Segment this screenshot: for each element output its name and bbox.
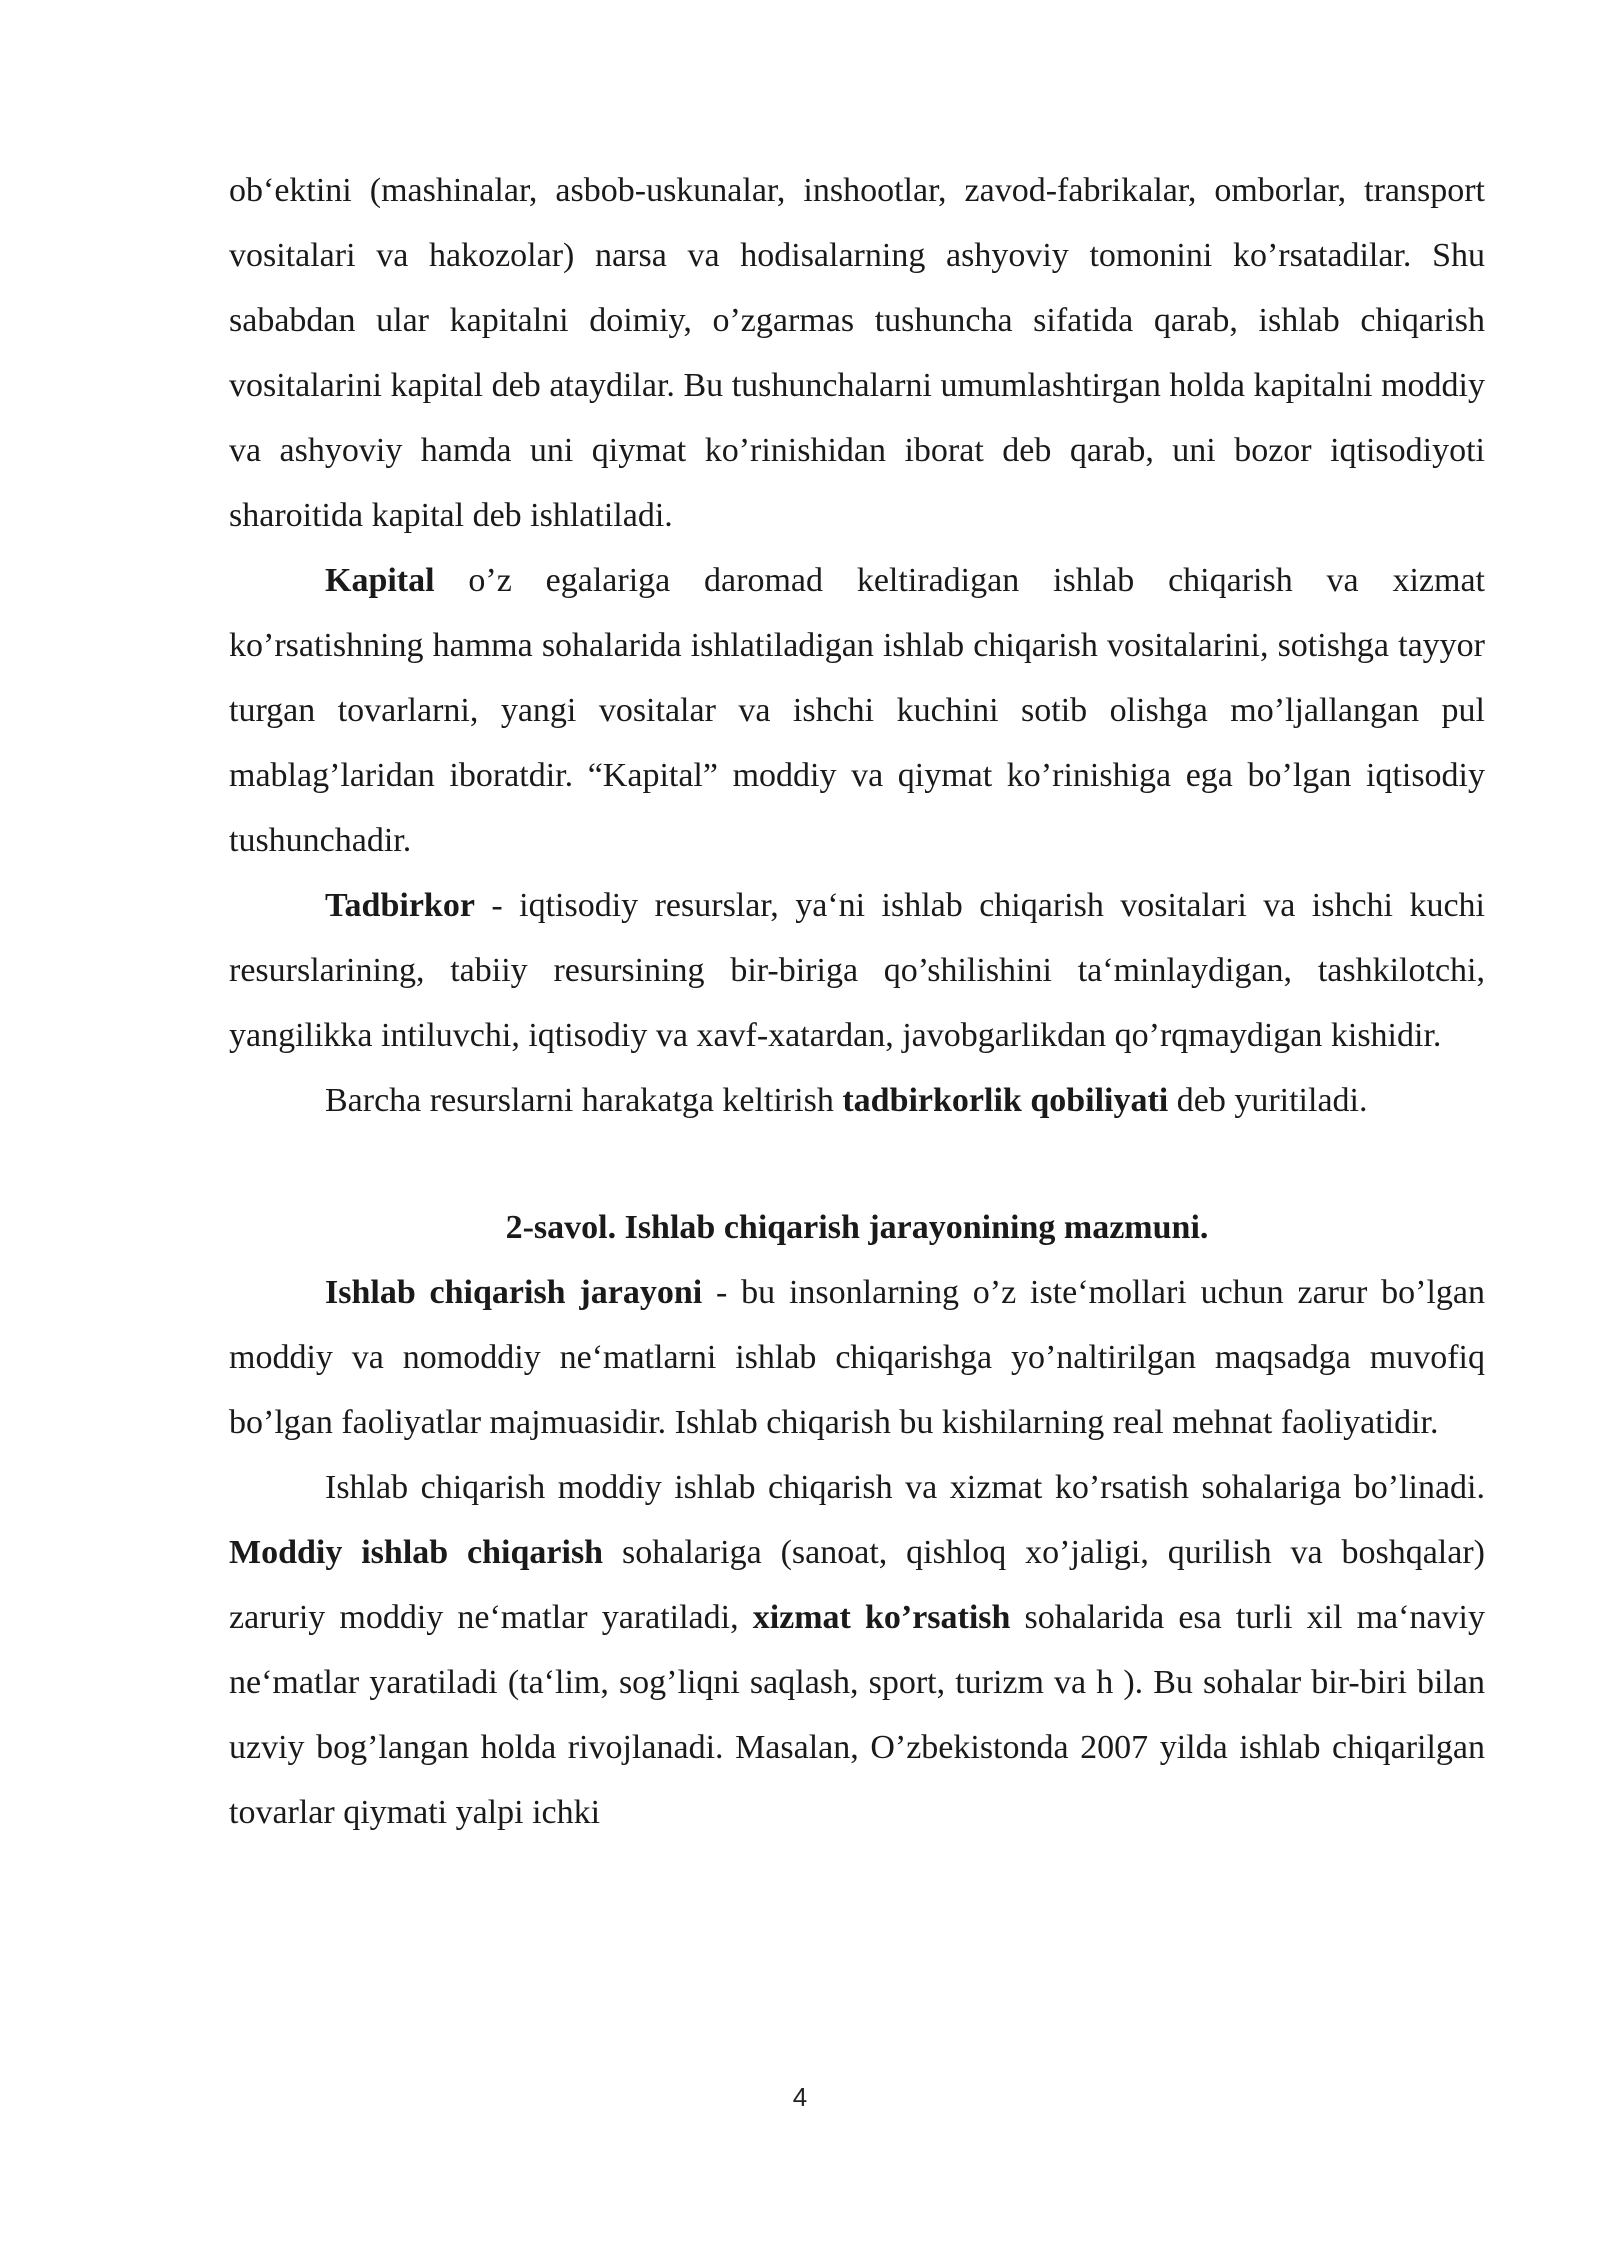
term-tadbirkorlik-qobiliyati: tadbirkorlik qobiliyati (842, 1082, 1169, 1119)
term-ishlab-chiqarish-jarayoni: Ishlab chiqarish jarayoni (325, 1274, 703, 1311)
paragraph-production-spheres (229, 1455, 1485, 1845)
paragraph-text: o’z egalariga daromad keltiradigan ishlab chiqarish va xizmat ko’rsatishning hamma sohalarida ishlatiladigan ishlab chiqarish vositalarini, sotishga tayyor turgan tovarlarni, yangi vositalar va ishchi kuchini sotib olishga mo’ljallangan pul mablag’laridan iboratdir. “Kapital” moddiy va qiymat ko’rinishiga ega bo’lgan iqtisodiy tushunchadir. (229, 562, 1485, 859)
paragraph-tadbirkorlik-qobiliyati (229, 1068, 1485, 1133)
term-kapital: Kapital (325, 562, 435, 599)
paragraph-text: Ishlab chiqarish moddiy ishlab chiqarish va xizmat ko’rsatish sohalariga bo’linadi. (325, 1469, 1485, 1506)
term-tadbirkor: Tadbirkor (325, 887, 475, 924)
term-moddiy-ishlab-chiqarish: Moddiy ishlab chiqarish (229, 1534, 604, 1571)
paragraph-kapital-definition (229, 548, 1485, 873)
paragraph-text: sohalariga (sanoat, qishloq xo’jaligi, qurilish va boshqalar) zaruriy moddiy ne‘matlar yaratiladi, (229, 1534, 1485, 1636)
paragraph-production-process (229, 1260, 1485, 1455)
paragraph-text: deb yuritiladi. (1168, 1082, 1368, 1119)
document-body (229, 158, 1485, 1845)
section-heading: 2-savol. Ishlab chiqarish jarayonining mazmuni. (505, 1209, 1209, 1246)
paragraph-text: ob‘ektini (mashinalar, asbob-uskunalar, inshootlar, zavod-fabrikalar, omborlar, transport vositalari va hakozolar) narsa va hodisalarning ashyoviy tomonini ko’rsatadilar. Shu sababdan ular kapitalni doimiy, o’zgarmas tushuncha sifatida qarab, ishlab chiqarish vositalarini kapital deb ataydilar. Bu tushunchalarni umumlashtirgan holda kapitalni moddiy va ashyoviy hamda uni qiymat ko’rinishidan iborat deb qarab, uni bozor iqtisodiyoti sharoitida kapital deb ishlatiladi. (229, 172, 1485, 534)
paragraph-text: sohalarida esa turli xil ma‘naviy ne‘matlar yaratiladi (ta‘lim, sog’liqni saqlash, sport, turizm va h ). Bu sohalar bir-biri bilan uzviy bog’langan holda rivojlanadi. Masalan, O’zbekistonda 2007 yilda ishlab chiqarilgan tovarlar qiymati yalpi ichki (229, 1599, 1485, 1831)
paragraph-text: - bu insonlarning o’z iste‘mollari uchun zarur bo’lgan moddiy va nomoddiy ne‘matlarni ishlab chiqarishga yo’naltirilgan maqsadga muvofiq bo’lgan faoliyatlar majmuasidir. Ishlab chiqarish bu kishilarning real mehnat faoliyatidir. (229, 1274, 1486, 1441)
paragraph-text: - iqtisodiy resurslar, ya‘ni ishlab chiqarish vositalari va ishchi kuchi resurslarining, tabiiy resursining bir-biriga qo’shilishini ta‘minlaydigan, tashkilotchi, yangilikka intiluvchi, iqtisodiy va xavf-xatardan, javobgarlikdan qo’rqmaydigan kishidir. (229, 887, 1485, 1054)
term-xizmat-korsatish: xizmat ko’rsatish (752, 1599, 1011, 1636)
paragraph-tadbirkor-definition (229, 873, 1485, 1068)
paragraph-text: Barcha resurslarni harakatga keltirish (325, 1082, 843, 1119)
page-number: 4 (792, 2082, 808, 2112)
paragraph-capital-continuation (229, 158, 1485, 548)
